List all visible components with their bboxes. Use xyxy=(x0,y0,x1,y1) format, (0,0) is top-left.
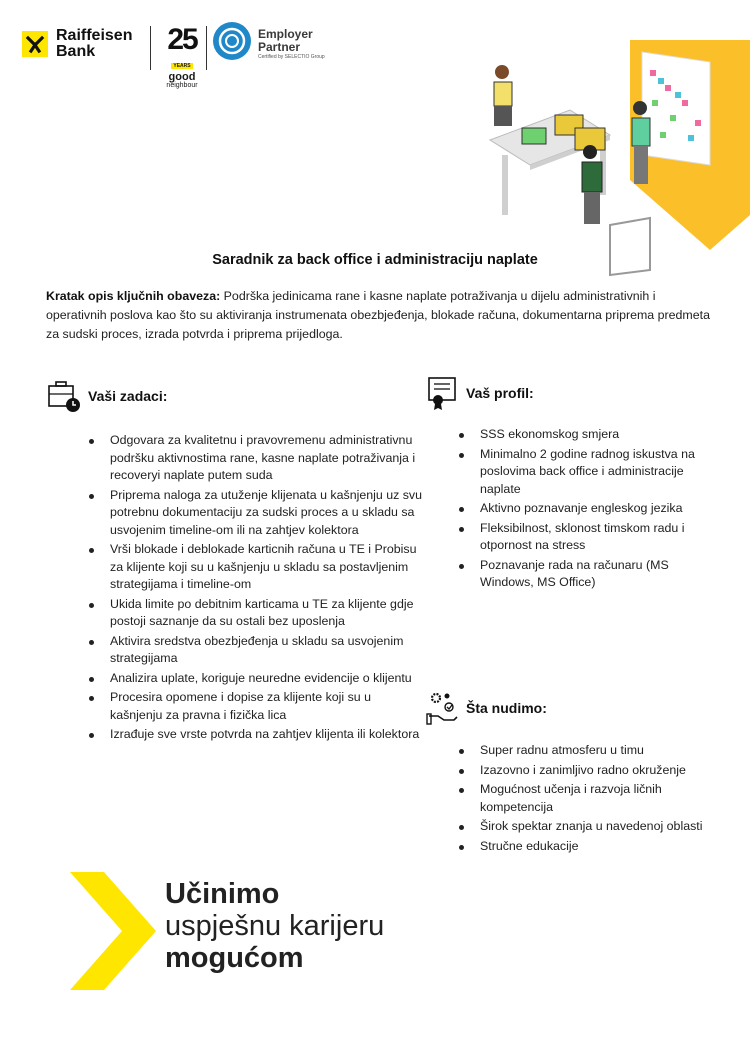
tasks-item: Odgovara za kvalitetnu i pravovremenu administrativnu podršku aktivnostima rane, kasne naplate potraživanja i recoveryi naplate putem suda xyxy=(85,432,425,485)
tasks-item: Priprema naloga za utuženje klijenata u kašnjenju uz svu potrebnu dokumentaciju za sudski proces a u skladu sa usvojenim timeline-om ili na zahtjev kolektora xyxy=(85,487,425,540)
profile-item: Poznavanje rada na računaru (MS Windows, MS Office) xyxy=(455,557,725,592)
bank-name-line2: Bank xyxy=(56,43,96,60)
offer-item: Super radnu atmosferu u timu xyxy=(455,742,710,760)
slogan-line3: mogućom xyxy=(165,942,304,974)
profile-heading xyxy=(426,375,534,411)
job-title: Saradnik za back office i administraciju naplate xyxy=(212,252,538,268)
employer-line2: Partner xyxy=(258,40,301,54)
employer-certified: Certified by SELECTIO Group xyxy=(258,54,325,60)
tasks-item: Ukida limite po debitnim karticama u TE za klijente gdje postoji saznanje da su ostali bez uposlenja xyxy=(85,596,425,631)
intro-label: Kratak opis ključnih obaveza: xyxy=(46,289,221,303)
tasks-item: Vrši blokade i deblokade karticnih računa u TE i Probisu za klijente koji su u kašnjenju u skladu sa postavljenim strategijama i timeline-om xyxy=(85,541,425,594)
slogan-line2: uspješnu karijeru xyxy=(165,910,385,942)
raiffeisen-logo xyxy=(22,28,132,60)
offer-list xyxy=(455,742,710,857)
gears-hand-icon xyxy=(426,690,460,726)
profile-item: SSS ekonomskog smjera xyxy=(455,426,725,444)
employer-partner-text xyxy=(258,28,325,61)
profile-item: Minimalno 2 godine radnog iskustva na poslovima back office i administracije naplate xyxy=(455,446,725,499)
tasks-item: Analizira uplate, koriguje neuredne evidencije o klijentu xyxy=(85,670,425,688)
briefcase-clock-icon xyxy=(46,378,82,414)
intro-paragraph xyxy=(46,287,711,344)
tasks-item: Izrađuje sve vrste potvrda na zahtjev klijenta ili kolektora xyxy=(85,726,425,744)
bank-name-line1: Raiffeisen xyxy=(56,27,133,44)
offer-item: Stručne edukacije xyxy=(455,838,710,856)
slogan xyxy=(165,878,384,974)
anniversary-sub: neighbour xyxy=(166,82,198,89)
employer-partner-badge-icon xyxy=(213,22,251,60)
certificate-icon xyxy=(426,375,460,411)
tasks-item: Aktivira sredstva obezbjeđenja u skladu sa usvojenim strategijama xyxy=(85,633,425,668)
tasks-item: Procesira opomene i dopise za klijente koji su u kašnjenju za pravna i fizička lica xyxy=(85,689,425,724)
offer-item: Izazovno i zanimljivo radno okruženje xyxy=(455,762,710,780)
profile-item: Aktivno poznavanje engleskog jezika xyxy=(455,500,725,518)
employer-line1: Employer xyxy=(258,27,313,41)
tasks-heading-label: Vaši zadaci: xyxy=(88,388,168,404)
anniversary-badge: YEARS xyxy=(173,63,191,69)
profile-heading-label: Vaš profil: xyxy=(466,385,534,401)
header-divider xyxy=(150,26,151,70)
offer-heading xyxy=(426,690,547,726)
intro-text: Podrška jedinicama rane i kasne naplate potraživanja u dijelu administrativnih i operativnih poslova kao što su aktiviranja instrumenata obezbjeđenja, blokade računa, dokumentarna priprema predmeta za sudski proces, izrada potvrda i priprema prijedloga. xyxy=(46,289,710,341)
profile-item: Fleksibilnost, sklonost timskom radu i otpornost na stress xyxy=(455,520,725,555)
anniversary-number: 25 xyxy=(167,23,197,56)
slogan-line1: Učinimo xyxy=(165,878,280,910)
anniversary-logo xyxy=(162,23,202,90)
offer-item: Širok spektar znanja u navedenoj oblasti xyxy=(455,818,710,836)
header-divider-2 xyxy=(206,26,207,70)
tasks-list xyxy=(85,432,425,746)
yellow-chevron-icon xyxy=(70,872,160,990)
anniversary-word: good xyxy=(168,71,196,83)
offer-heading-label: Šta nudimo: xyxy=(466,700,547,716)
profile-list xyxy=(455,426,725,594)
tasks-heading xyxy=(46,378,167,414)
raiffeisen-mark-icon xyxy=(22,31,48,57)
offer-item: Mogućnost učenja i razvoja ličnih kompetencija xyxy=(455,781,710,816)
